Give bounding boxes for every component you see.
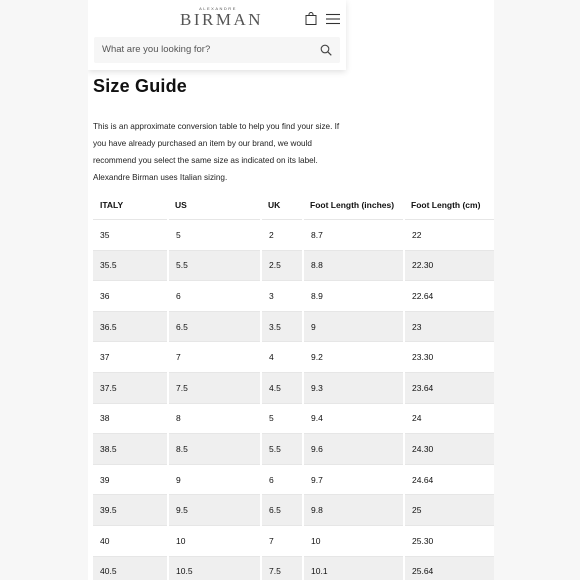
cell-foot-length-inches: 9.4 <box>303 403 404 434</box>
size-conversion-table <box>93 191 494 580</box>
cell-italy: 39 <box>93 464 168 495</box>
cell-foot-length-inches: 10 <box>303 525 404 556</box>
cell-us: 9 <box>168 464 261 495</box>
cell-foot-length-inches: 9.6 <box>303 434 404 465</box>
cell-foot-length-cm: 25 <box>404 495 494 526</box>
cell-foot-length-cm: 24.64 <box>404 464 494 495</box>
search-bar[interactable] <box>94 37 340 63</box>
cell-foot-length-cm: 23.64 <box>404 372 494 403</box>
cell-uk: 3.5 <box>261 311 303 342</box>
cell-uk: 6.5 <box>261 495 303 526</box>
cell-us: 5.5 <box>168 250 261 281</box>
table-row <box>93 311 494 342</box>
cell-uk: 2.5 <box>261 250 303 281</box>
cell-italy: 36 <box>93 281 168 312</box>
table-header-row <box>93 191 494 220</box>
cell-foot-length-inches: 8.8 <box>303 250 404 281</box>
hamburger-menu-icon[interactable] <box>326 13 340 25</box>
column-header-foot-length-inches: Foot Length (inches) <box>310 200 395 210</box>
cell-italy: 37.5 <box>93 372 168 403</box>
size-guide-page <box>88 0 494 580</box>
cell-italy: 35 <box>93 220 168 251</box>
column-header-uk: UK <box>268 200 281 210</box>
cell-us: 8 <box>168 403 261 434</box>
cell-foot-length-inches: 9.8 <box>303 495 404 526</box>
column-header-foot-length-cm: Foot Length (cm) <box>411 200 481 210</box>
cell-uk: 6 <box>261 464 303 495</box>
cell-us: 10.5 <box>168 556 261 580</box>
table-row <box>93 525 494 556</box>
cell-us: 10 <box>168 525 261 556</box>
cell-foot-length-cm: 23.30 <box>404 342 494 373</box>
cell-uk: 7.5 <box>261 556 303 580</box>
cell-foot-length-inches: 9 <box>303 311 404 342</box>
table-row <box>93 403 494 434</box>
cell-uk: 2 <box>261 220 303 251</box>
cell-us: 6 <box>168 281 261 312</box>
cell-italy: 40 <box>93 525 168 556</box>
table-row <box>93 464 494 495</box>
table-row <box>93 281 494 312</box>
cell-foot-length-cm: 25.64 <box>404 556 494 580</box>
cell-us: 8.5 <box>168 434 261 465</box>
column-header-us: US <box>175 200 187 210</box>
table-row <box>93 220 494 251</box>
table-row <box>93 342 494 373</box>
cell-foot-length-cm: 22.30 <box>404 250 494 281</box>
cell-italy: 38.5 <box>93 434 168 465</box>
table-row <box>93 495 494 526</box>
cell-uk: 4.5 <box>261 372 303 403</box>
shopping-bag-icon[interactable] <box>305 12 317 25</box>
cell-italy: 39.5 <box>93 495 168 526</box>
cell-foot-length-inches: 8.7 <box>303 220 404 251</box>
page-description: This is an approximate conversion table to help you find your size. If you have already purchased an item by our brand, we would recommend you select the same size as indicated on its label. Alexandre Birman uses Italian sizing. <box>93 122 340 182</box>
cell-italy: 37 <box>93 342 168 373</box>
cell-foot-length-cm: 22.64 <box>404 281 494 312</box>
cell-foot-length-cm: 23 <box>404 311 494 342</box>
cell-foot-length-inches: 9.3 <box>303 372 404 403</box>
brand-logo[interactable] <box>180 6 264 29</box>
cell-italy: 38 <box>93 403 168 434</box>
cell-us: 7 <box>168 342 261 373</box>
cell-uk: 5 <box>261 403 303 434</box>
cell-uk: 3 <box>261 281 303 312</box>
cell-foot-length-inches: 10.1 <box>303 556 404 580</box>
cell-us: 7.5 <box>168 372 261 403</box>
cell-italy: 36.5 <box>93 311 168 342</box>
site-header <box>88 0 346 70</box>
table-row <box>93 434 494 465</box>
cell-uk: 7 <box>261 525 303 556</box>
cell-us: 6.5 <box>168 311 261 342</box>
cell-foot-length-inches: 9.7 <box>303 464 404 495</box>
search-input-placeholder[interactable]: What are you looking for? <box>102 44 211 55</box>
cell-us: 5 <box>168 220 261 251</box>
cell-uk: 5.5 <box>261 434 303 465</box>
search-icon[interactable] <box>320 44 332 56</box>
cell-foot-length-cm: 24 <box>404 403 494 434</box>
page-title: Size Guide <box>93 76 188 96</box>
table-row <box>93 250 494 281</box>
cell-italy: 35.5 <box>93 250 168 281</box>
table-row <box>93 556 494 580</box>
cell-us: 9.5 <box>168 495 261 526</box>
cell-foot-length-cm: 25.30 <box>404 525 494 556</box>
cell-uk: 4 <box>261 342 303 373</box>
cell-foot-length-inches: 8.9 <box>303 281 404 312</box>
brand-logo-top: ALEXANDRE <box>199 6 237 11</box>
cell-foot-length-inches: 9.2 <box>303 342 404 373</box>
cell-foot-length-cm: 24.30 <box>404 434 494 465</box>
brand-logo-main: BIRMAN <box>180 10 264 29</box>
table-row <box>93 372 494 403</box>
column-header-italy: ITALY <box>100 200 124 210</box>
cell-italy: 40.5 <box>93 556 168 580</box>
cell-foot-length-cm: 22 <box>404 220 494 251</box>
